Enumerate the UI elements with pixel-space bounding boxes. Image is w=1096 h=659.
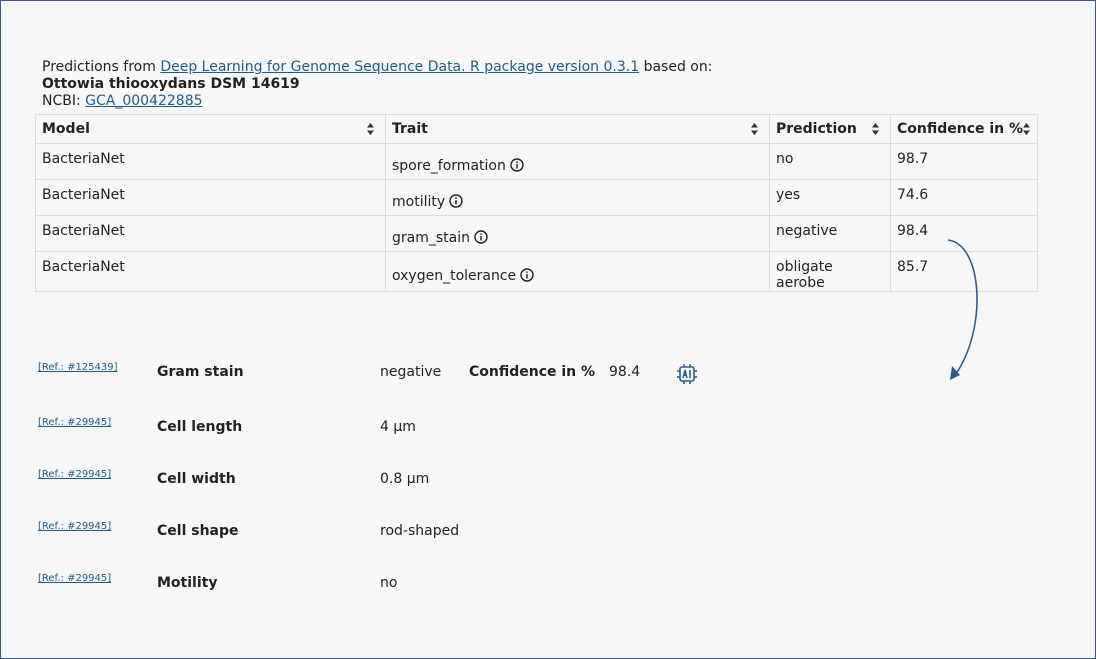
- column-header-confidence[interactable]: [891, 115, 1038, 144]
- cell-confidence: 98.4: [891, 216, 1038, 252]
- detail-value: 0.8 µm: [380, 471, 430, 487]
- reference-link[interactable]: [Ref.: #29945]: [38, 573, 112, 584]
- cell-confidence: 98.7: [891, 144, 1038, 180]
- ncbi-accession-link[interactable]: GCA_000422885: [85, 93, 203, 109]
- sort-icon[interactable]: [871, 122, 880, 136]
- sort-icon[interactable]: [366, 122, 375, 136]
- column-header-model[interactable]: [36, 115, 386, 144]
- cell-model: BacteriaNet: [36, 252, 386, 292]
- species-name: Ottowia thiooxydans DSM 14619: [42, 76, 300, 92]
- trait-label: spore_formation: [392, 157, 506, 174]
- detail-row-cell-length: [0, 417, 1096, 439]
- detail-label: Motility: [157, 575, 218, 591]
- cell-trait: [386, 216, 770, 252]
- deep-learning-link[interactable]: Deep Learning for Genome Sequence Data. R package version 0.3.1: [160, 59, 640, 75]
- detail-value: 4 µm: [380, 419, 416, 435]
- cell-trait: [386, 252, 770, 292]
- cell-model: BacteriaNet: [36, 216, 386, 252]
- detail-value: no: [380, 575, 398, 591]
- intro-prefix: Predictions from: [42, 59, 161, 75]
- trait-label: motility: [392, 193, 446, 210]
- table-header-row: [36, 115, 1038, 144]
- column-header-prediction[interactable]: [770, 115, 891, 144]
- confidence-value: 98.4: [609, 364, 641, 380]
- column-header-label: Prediction: [776, 121, 857, 137]
- table-row: [36, 252, 1038, 292]
- sort-icon[interactable]: [1022, 122, 1031, 136]
- predictions-table: [35, 114, 1038, 292]
- table-row: [36, 144, 1038, 180]
- sort-icon[interactable]: [750, 122, 759, 136]
- cell-prediction: obligate aerobe: [770, 252, 891, 292]
- reference-link[interactable]: [Ref.: #125439]: [38, 362, 118, 373]
- trait-label: gram_stain: [392, 229, 470, 246]
- detail-value: rod-shaped: [380, 523, 460, 539]
- confidence-label: Confidence in %: [469, 364, 596, 380]
- detail-label: Cell shape: [157, 523, 239, 539]
- column-header-label: Model: [42, 121, 90, 137]
- reference-link[interactable]: [Ref.: #29945]: [38, 521, 112, 532]
- detail-label: Cell width: [157, 471, 236, 487]
- column-header-label: Trait: [392, 121, 428, 137]
- cell-prediction: negative: [770, 216, 891, 252]
- info-icon[interactable]: [474, 230, 488, 244]
- detail-row-gram-stain: [0, 362, 1096, 384]
- cell-prediction: no: [770, 144, 891, 180]
- reference-link[interactable]: [Ref.: #29945]: [38, 469, 112, 480]
- cell-confidence: 74.6: [891, 180, 1038, 216]
- cell-model: BacteriaNet: [36, 144, 386, 180]
- detail-label: Cell length: [157, 419, 243, 435]
- table-row: [36, 216, 1038, 252]
- cell-trait: [386, 144, 770, 180]
- cell-prediction: yes: [770, 180, 891, 216]
- cell-trait: [386, 180, 770, 216]
- detail-label: Gram stain: [157, 364, 244, 380]
- reference-link[interactable]: [Ref.: #29945]: [38, 417, 112, 428]
- column-header-trait[interactable]: [386, 115, 770, 144]
- detail-row-cell-width: [0, 469, 1096, 491]
- column-header-label: Confidence in %: [897, 121, 1024, 137]
- intro-suffix: based on:: [639, 59, 713, 75]
- cell-confidence: 85.7: [891, 252, 1038, 292]
- detail-row-motility: [0, 573, 1096, 595]
- info-icon[interactable]: [449, 194, 463, 208]
- ncbi-label: NCBI:: [42, 93, 86, 109]
- trait-label: oxygen_tolerance: [392, 267, 517, 284]
- prediction-intro: [42, 59, 712, 110]
- info-icon[interactable]: [520, 268, 534, 282]
- table-row: [36, 180, 1038, 216]
- info-icon[interactable]: [510, 158, 524, 172]
- cell-model: BacteriaNet: [36, 180, 386, 216]
- detail-row-cell-shape: [0, 521, 1096, 543]
- ai-chip-icon[interactable]: [675, 362, 699, 386]
- detail-value: negative: [380, 364, 442, 380]
